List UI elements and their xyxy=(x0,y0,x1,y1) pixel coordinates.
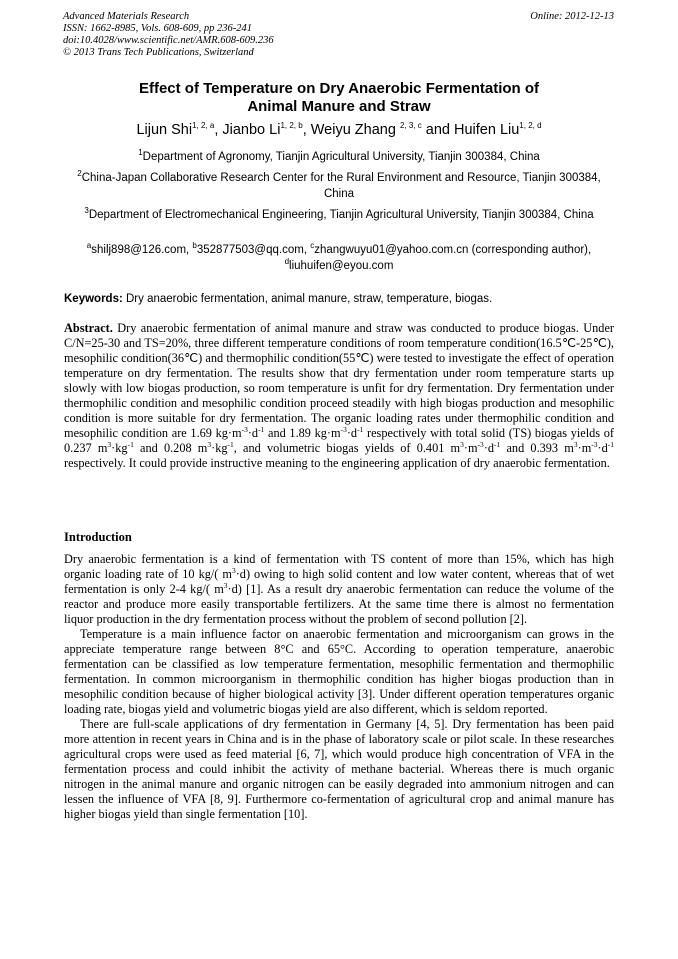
title-line-1: Effect of Temperature on Dry Anaerobic Fermentation of xyxy=(138,80,540,97)
abstract-text: respectively. It could provide instructive meaning to the engineering application of dry anaerobic fermentation. xyxy=(64,456,610,470)
unit-exponent: -3 xyxy=(241,424,248,434)
affiliation-marker: 1 xyxy=(138,148,143,158)
abstract-text: ·d xyxy=(346,426,358,440)
affiliation-2 xyxy=(70,170,608,202)
email-marker: d xyxy=(284,257,290,267)
author-separator: and xyxy=(421,122,454,138)
email-address: liuhuifen@eyou.com xyxy=(289,260,394,272)
email-address: shilj898@126.com, xyxy=(91,244,193,256)
intro-text: Dry anaerobic fermentation is a kind of fermentation with TS content of more than 15%, which has high organic loading rate of 10 kg/( m xyxy=(64,552,614,581)
title-line-2: Animal Manure and Straw xyxy=(247,98,431,115)
abstract-text: respectively with total solid (TS) biogas yields of 0.237 m xyxy=(64,426,614,455)
author-name: Lijun Shi xyxy=(136,122,193,138)
abstract-text: ·kg xyxy=(111,441,128,455)
paper-title xyxy=(60,80,618,116)
affiliation-text: Department of Agronomy, Tianjin Agricultural University, Tianjin 300384, China xyxy=(142,151,540,163)
author-list xyxy=(60,121,618,139)
section-heading-introduction: Introduction xyxy=(64,530,132,544)
introduction-body xyxy=(64,552,614,822)
affiliation-3 xyxy=(70,207,608,223)
unit-exponent: 3 xyxy=(573,439,578,449)
abstract-paragraph xyxy=(64,321,614,471)
abstract-text: ·m xyxy=(577,441,592,455)
unit-exponent: -1 xyxy=(127,439,134,449)
author-name: Weiyu Zhang xyxy=(310,122,400,138)
online-date: Online: 2012-12-13 xyxy=(530,11,614,22)
email-address: zhangwuyu01@yahoo.com.cn (corresponding author), xyxy=(314,244,592,256)
unit-exponent: -1 xyxy=(357,424,364,434)
email-marker: c xyxy=(310,241,315,251)
email-address: 352877503@qq.com, xyxy=(196,244,311,256)
author-name: Huifen Liu xyxy=(454,122,520,138)
abstract-label: Abstract. xyxy=(64,321,113,335)
unit-exponent: 3 xyxy=(107,439,112,449)
unit-exponent: -3 xyxy=(340,424,347,434)
unit-exponent: 3 xyxy=(460,439,464,449)
author-emails xyxy=(70,242,608,274)
abstract-text: ·m xyxy=(463,441,478,455)
author-separator: , xyxy=(214,122,223,138)
author-separator: , xyxy=(302,122,311,138)
email-marker: a xyxy=(86,241,92,251)
email-marker: b xyxy=(192,241,197,251)
author-name: Jianbo Li xyxy=(222,122,281,138)
journal-info xyxy=(63,11,274,59)
abstract-text: ·kg xyxy=(211,441,228,455)
unit-exponent: 3 xyxy=(223,580,228,590)
unit-exponent: -1 xyxy=(607,439,615,449)
author-affiliation-marker: 1, 2, a xyxy=(192,121,215,131)
intro-text: ·d) [1]. As a result dry anaerobic fermentation can reduce the volume of the reactor and produce more easily transportable fertilizers. At the same time there is almost no fermentation liquor production in the dry fermentation process without the problem of second pollution [2]. xyxy=(64,582,614,626)
affiliation-1 xyxy=(70,149,608,165)
unit-exponent: -3 xyxy=(477,439,484,449)
journal-name: Advanced Materials Research xyxy=(63,11,190,22)
abstract-text: Dry anaerobic fermentation of animal manure and straw was conducted to produce biogas. Under C/N=25-30 and TS=20%, three different temperature conditions of room temperature condition(16.5℃-25℃), mesophilic condition(36℃) and thermophilic condition(55℃) were tested to investigate the effect of operation temperature on dry fermentation. The results show that dry fermentation under room temperature starts up slowly with low biogas production, so room temperature is unfit for dry fermentation. Dry fermentation under thermophilic condition and mesophilic condition proceed steadily with high biogas production and mesophilic condition is more suitable for dry fermentation. The organic loading rates under thermophilic condition and mesophilic condition are 1.69 kg·m xyxy=(64,321,614,440)
keywords-text: Dry anaerobic fermentation, animal manure, straw, temperature, biogas. xyxy=(122,293,493,305)
unit-exponent: -3 xyxy=(591,439,598,449)
abstract-text: and 0.393 m xyxy=(500,441,574,455)
unit-exponent: -1 xyxy=(258,424,265,434)
keywords-label: Keywords: xyxy=(64,293,123,305)
affiliation-marker: 2 xyxy=(77,169,82,179)
intro-text: ·d) owing to high solid content and low water content, whereas that of wet fermentation is only 2-4 kg/( m xyxy=(64,567,614,596)
affiliation-text: Department of Electromechanical Engineering, Tianjin Agricultural University, Tianjin 300384, China xyxy=(88,209,594,221)
issn-line: ISSN: 1662-8985, Vols. 608-609, pp 236-241 xyxy=(63,23,252,34)
keywords-line xyxy=(64,292,614,306)
author-affiliation-marker: 2, 3, c xyxy=(399,121,422,131)
abstract-text: ·d xyxy=(247,426,259,440)
abstract-text: , and volumetric biogas yields of 0.401 m xyxy=(233,441,461,455)
abstract-text: ·d xyxy=(483,441,495,455)
affiliation-marker: 3 xyxy=(84,206,89,216)
affiliation-text: China-Japan Collaborative Research Center for the Rural Environment and Resource, Tianjin 300384, China xyxy=(81,172,601,200)
author-affiliation-marker: 1, 2, b xyxy=(280,121,303,131)
unit-exponent: 3 xyxy=(207,439,212,449)
unit-exponent: -1 xyxy=(494,439,501,449)
abstract-text: ·d xyxy=(597,441,608,455)
intro-paragraph-2: Temperature is a main influence factor on anaerobic fermentation and microorganism can grows in the appreciate temperature range between 8°C and 65°C. According to operation temperature, anaerobic fermentation can be classified as low temperature fermentation, mesophilic fermentation and thermophilic fermentation. In common microorganism in thermophilic condition has higher biogas production than in mesophilic condition because of higher biological activity [3]. Under different operation temperatures organic loading rate, biogas yield and volumetric biogas yield are also different, which is seldom reported. xyxy=(64,627,614,716)
copyright-line: © 2013 Trans Tech Publications, Switzerland xyxy=(63,47,254,58)
abstract-text: and 1.89 kg·m xyxy=(264,426,341,440)
intro-paragraph-3: There are full-scale applications of dry fermentation in Germany [4, 5]. Dry fermentation has been paid more attention in recent years in China and is in the phase of laboratory scale or pilot scale. In these researches agricultural crops were used as feed material [6, 7], which would produce high concentration of VFA in the fermentation process and could inhibit the activity of methane bacterial. Whereas there is much organic nitrogen in the animal manure and organic nitrogen can be easily degraded into ammonium nitrogen and can lessen the influence of VFA [8, 9]. Furthermore co-fermentation of agricultural crop and animal manure has higher biogas yield than single fermentation [10]. xyxy=(64,717,614,821)
doi-line: doi:10.4028/www.scientific.net/AMR.608-609.236 xyxy=(63,35,274,46)
author-affiliation-marker: 1, 2, d xyxy=(519,121,542,131)
abstract-text: and 0.208 m xyxy=(133,441,208,455)
intro-paragraph-1 xyxy=(64,552,614,627)
unit-exponent: -1 xyxy=(227,439,234,449)
unit-exponent: 3 xyxy=(231,565,236,575)
